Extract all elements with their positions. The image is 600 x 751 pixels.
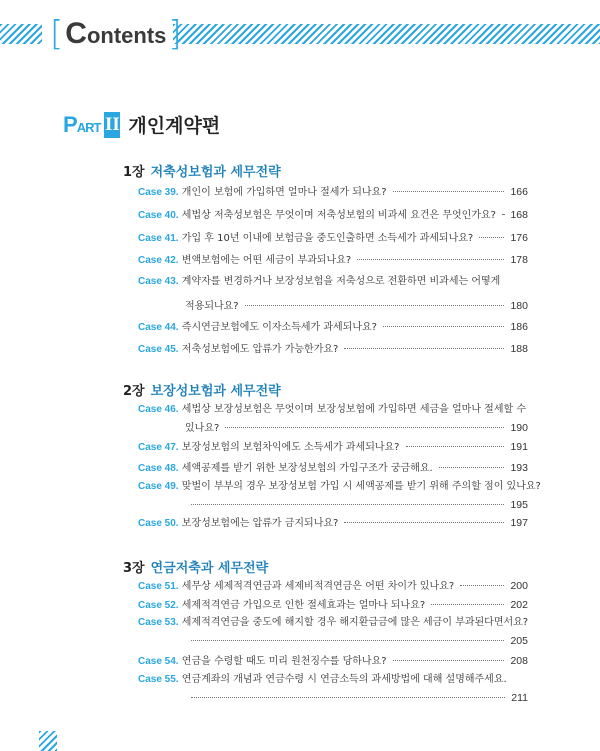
part-label: PART (63, 111, 101, 137)
part-title: 개인계약편 (128, 115, 221, 137)
toc-entry[interactable]: Case 47. 보장성보험의 보험차익에도 소득세가 과세되나요? 191 (138, 441, 528, 453)
toc-entry[interactable]: Case 39. 개인이 보험에 가입하면 얼마나 절세가 되나요? 166 (138, 186, 528, 198)
toc-entry[interactable]: Case 48. 세액공제를 받기 위한 보장성보험의 가입구조가 궁금해요. 193 (138, 462, 528, 474)
toc-entry[interactable]: Case 42. 변액보험에는 어떤 세금이 부과되나요? 178 (138, 254, 528, 266)
toc-entry[interactable]: Case 52. 세제적격연금 가입으로 인한 절세효과는 얼마나 되나요? 202 (138, 599, 528, 611)
toc-entry[interactable]: Case 44. 즉시연금보험에도 이자소득세가 과세되나요? 186 (138, 321, 528, 333)
toc-entry[interactable]: Case 53. 세제적격연금을 중도에 해지할 경우 해지환급금에 많은 세금이 부과된다면서요? 205 (138, 617, 529, 647)
toc-entry[interactable]: Case 40. 세법상 저축성보험은 무엇이며 저축성보험의 비과세 요건은 무엇인가요? 168 (138, 209, 528, 221)
contents-header (50, 14, 182, 54)
toc-entry[interactable]: Case 54. 연금을 수령할 때도 미리 원천징수를 당하나요? 208 (138, 655, 528, 667)
toc-entry[interactable]: Case 46. 세법상 보장성보험은 무엇이며 보장성보험에 가입하면 세금을 얼마나 절세할 수 있나요? 190 (138, 404, 528, 434)
toc-entry[interactable]: Case 43. 계약자를 변경하거나 보장성보험을 저축성으로 전환하면 비과세는 어떻게 적용되나요? 180 (138, 276, 528, 312)
header-stripe-right (173, 24, 600, 44)
toc-entry[interactable]: Case 50. 보장성보험에는 압류가 금지되나요? 197 (138, 517, 528, 529)
toc-entry[interactable]: Case 41. 가입 후 10년 이내에 보험금을 중도인출하면 소득세가 과세되나요? 176 (138, 232, 528, 244)
header-stripe-left (0, 24, 42, 44)
toc-entry[interactable]: Case 51. 세무상 세제적격연금과 세제비적격연금은 어떤 차이가 있나요? 200 (138, 580, 528, 592)
part-numeral: II (104, 112, 120, 138)
chapter-heading: 1장 저축성보험과 세무전략 (123, 165, 281, 180)
bracket-right-icon: ] (168, 14, 182, 54)
contents-title: Contents (65, 17, 167, 50)
bracket-left-icon: [ (50, 14, 64, 54)
footer-stripe (39, 731, 57, 751)
part-heading (63, 111, 220, 138)
toc-entry[interactable]: Case 55. 연금계좌의 개념과 연금수령 시 연금소득의 과세방법에 대해 설명해주세요. 211 (138, 674, 528, 704)
chapter-heading: 3장 연금저축과 세무전략 (123, 561, 269, 576)
chapter-heading: 2장 보장성보험과 세무전략 (123, 384, 281, 399)
toc-entry[interactable]: Case 45. 저축성보험에도 압류가 가능한가요? 188 (138, 343, 528, 355)
toc-entry[interactable]: Case 49. 맞벌이 부부의 경우 보장성보험 가입 시 세액공제를 받기 위해 주의할 점이 있나요? 195 (138, 481, 541, 511)
